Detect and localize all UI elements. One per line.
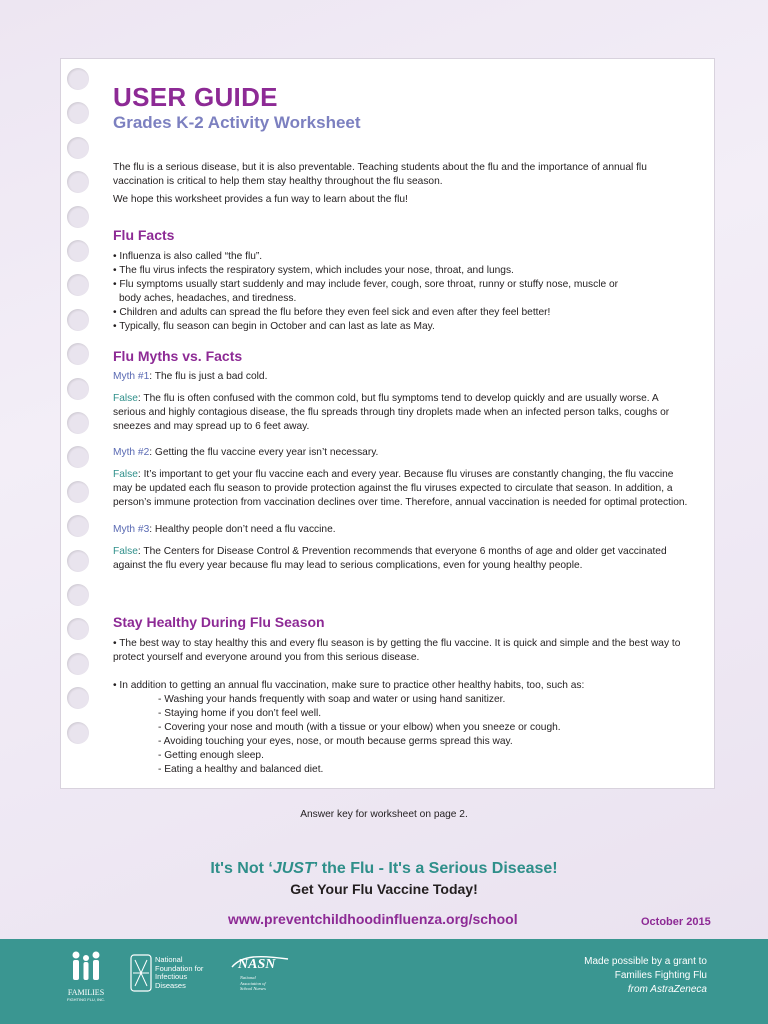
- binder-hole: [67, 171, 89, 193]
- habit-item: - Avoiding touching your eyes, nose, or mouth because germs spread this way.: [158, 736, 513, 747]
- habit-item: - Getting enough sleep.: [158, 750, 264, 761]
- habit-item: - Covering your nose and mouth (with a tissue or your elbow) when you sneeze or cough.: [158, 722, 561, 733]
- intro-paragraph-2: We hope this worksheet provides a fun way to learn about the flu!: [113, 194, 408, 205]
- habit-item: - Staying home if you don’t feel well.: [158, 708, 322, 719]
- habit-item: - Eating a healthy and balanced diet.: [158, 764, 324, 775]
- families-figures-icon: [66, 949, 106, 983]
- myth-1-answer: [113, 392, 693, 434]
- stay-healthy-heading: Stay Healthy During Flu Season: [113, 614, 325, 630]
- binder-holes: [67, 68, 91, 788]
- website-link[interactable]: www.preventchildhoodinfluenza.org/school: [228, 911, 518, 927]
- stay-healthy-section: [113, 613, 693, 777]
- habits-list: [113, 693, 693, 777]
- false-text: : The flu is often confused with the common cold, but flu symptoms tend to develop quickly and are usually worse. A serious and highly contagious disease, the flu spreads through tiny droplets made when an infected person talks, coughs or sneezes and may spread up to 6 feet away.: [113, 393, 670, 432]
- flu-myths-heading: Flu Myths vs. Facts: [113, 348, 243, 364]
- slogan-pre: It's Not ‘: [210, 860, 273, 877]
- binder-hole: [67, 240, 89, 262]
- binder-hole: [67, 446, 89, 468]
- myth-3: [113, 523, 693, 537]
- nasn-sub-line: School Nurses: [240, 986, 266, 991]
- false-label: False: [113, 546, 138, 557]
- binder-hole: [67, 412, 89, 434]
- nfid-emblem-icon: [130, 954, 152, 992]
- myth-1: [113, 370, 693, 384]
- families-logo-text: FAMILIES: [67, 988, 105, 997]
- myth-label: Myth #3: [113, 524, 150, 535]
- slogan-emphasis: JUST: [272, 860, 314, 877]
- binder-hole: [67, 274, 89, 296]
- intro-paragraph: The flu is a serious disease, but it is also preventable. Teaching students about the flu and the importance of annual flu vaccination is critical to help them stay healthy throughout the flu season.: [113, 162, 647, 187]
- binder-hole: [67, 378, 89, 400]
- binder-hole: [67, 653, 89, 675]
- binder-hole: [67, 102, 89, 124]
- nasn-logo-text: NASN: [238, 957, 276, 972]
- healthy-habits-intro: • In addition to getting an annual flu vaccination, make sure to practice other healthy habits, too, such as:: [113, 680, 585, 691]
- flu-facts-heading: Flu Facts: [113, 227, 175, 243]
- footer-bar: [0, 939, 768, 1024]
- families-fighting-flu-logo: [60, 949, 112, 1002]
- habit-item: - Washing your hands frequently with soap and water or using hand sanitizer.: [158, 694, 506, 705]
- binder-hole: [67, 550, 89, 572]
- binder-hole: [67, 515, 89, 537]
- binder-hole: [67, 584, 89, 606]
- nasn-sub-line: Association of: [240, 980, 266, 986]
- myth-label: Myth #1: [113, 371, 150, 382]
- myth-3-answer: [113, 545, 693, 573]
- binder-hole: [67, 618, 89, 640]
- false-label: False: [113, 469, 138, 480]
- nfid-line: Diseases: [155, 980, 186, 990]
- slogan-post: ’ the Flu - It's a Serious Disease!: [313, 860, 558, 877]
- myth-2: [113, 446, 693, 460]
- myth-label: Myth #2: [113, 447, 150, 458]
- page-subtitle: Grades K-2 Activity Worksheet: [113, 113, 361, 132]
- binder-hole: [67, 68, 89, 90]
- page-title: USER GUIDE: [113, 82, 278, 112]
- nfid-logo-text: [155, 956, 203, 990]
- false-text: : It’s important to get your flu vaccine each and every year. Because flu viruses are constantly changing, the flu vaccine may be updated each flu season to provide protection against the flu viruses expected to circulate that season. In addition, a person’s immune protection from vaccination declines over time. Therefore, annual vaccination is needed for optimal protection.: [113, 469, 688, 508]
- myth-text: : Getting the flu vaccine every year isn’t necessary.: [149, 447, 379, 458]
- fact-item: • The flu virus infects the respiratory system, which includes your nose, throat, and lungs.: [113, 265, 514, 276]
- binder-hole: [67, 137, 89, 159]
- healthy-paragraph: • The best way to stay healthy this and every flu season is by getting the flu vaccine. It is quick and simple and the best way to protect yourself and everyone around you from this serious disease.: [113, 638, 681, 663]
- families-logo-subtext: FIGHTING FLU, INC.: [67, 997, 105, 1002]
- flu-myths-section: [113, 347, 693, 573]
- nfid-line: National: [155, 955, 183, 964]
- nfid-line: Foundation for: [155, 963, 204, 973]
- fact-item-continued: body aches, headaches, and tiredness.: [119, 293, 297, 304]
- binder-hole: [67, 343, 89, 365]
- call-to-action: Get Your Flu Vaccine Today!: [290, 881, 478, 897]
- answer-key-note: Answer key for worksheet on page 2.: [300, 809, 468, 820]
- flu-facts-section: [113, 226, 698, 334]
- binder-hole: [67, 722, 89, 744]
- fact-item: • Typically, flu season can begin in October and can last as late as May.: [113, 321, 435, 332]
- fact-item: • Children and adults can spread the flu before they even feel sick and even after they feel better!: [113, 307, 551, 318]
- intro-section: [113, 161, 693, 207]
- fact-item: • Flu symptoms usually start suddenly and may include fever, cough, sore throat, runny or stuffy nose, muscle or: [113, 279, 619, 290]
- credit-line: Families Fighting Flu: [614, 970, 707, 981]
- worksheet-content: [113, 82, 693, 134]
- myth-text: : The flu is just a bad cold.: [149, 371, 268, 382]
- binder-hole: [67, 481, 89, 503]
- false-text: : The Centers for Disease Control & Prevention recommends that everyone 6 months of age and older get vaccinated against the flu every year because flu may lead to serious complications, even for young healthy people.: [113, 546, 667, 571]
- binder-hole: [67, 309, 89, 331]
- credit-sponsor: from AstraZeneca: [627, 984, 707, 995]
- slogan: [0, 860, 768, 878]
- binder-hole: [67, 687, 89, 709]
- nasn-logo-subtext: [240, 975, 266, 992]
- nfid-line: Infectious: [155, 972, 188, 981]
- credit-line: Made possible by a grant to: [584, 956, 707, 967]
- binder-hole: [67, 206, 89, 228]
- grant-credit: [584, 955, 707, 997]
- fact-item: • Influenza is also called “the flu”.: [113, 251, 263, 262]
- myth-2-answer: [113, 468, 693, 510]
- nasn-sub-line: National: [240, 975, 256, 980]
- false-label: False: [113, 393, 138, 404]
- myth-text: : Healthy people don’t need a flu vaccine.: [149, 524, 336, 535]
- publication-date: October 2015: [641, 916, 711, 928]
